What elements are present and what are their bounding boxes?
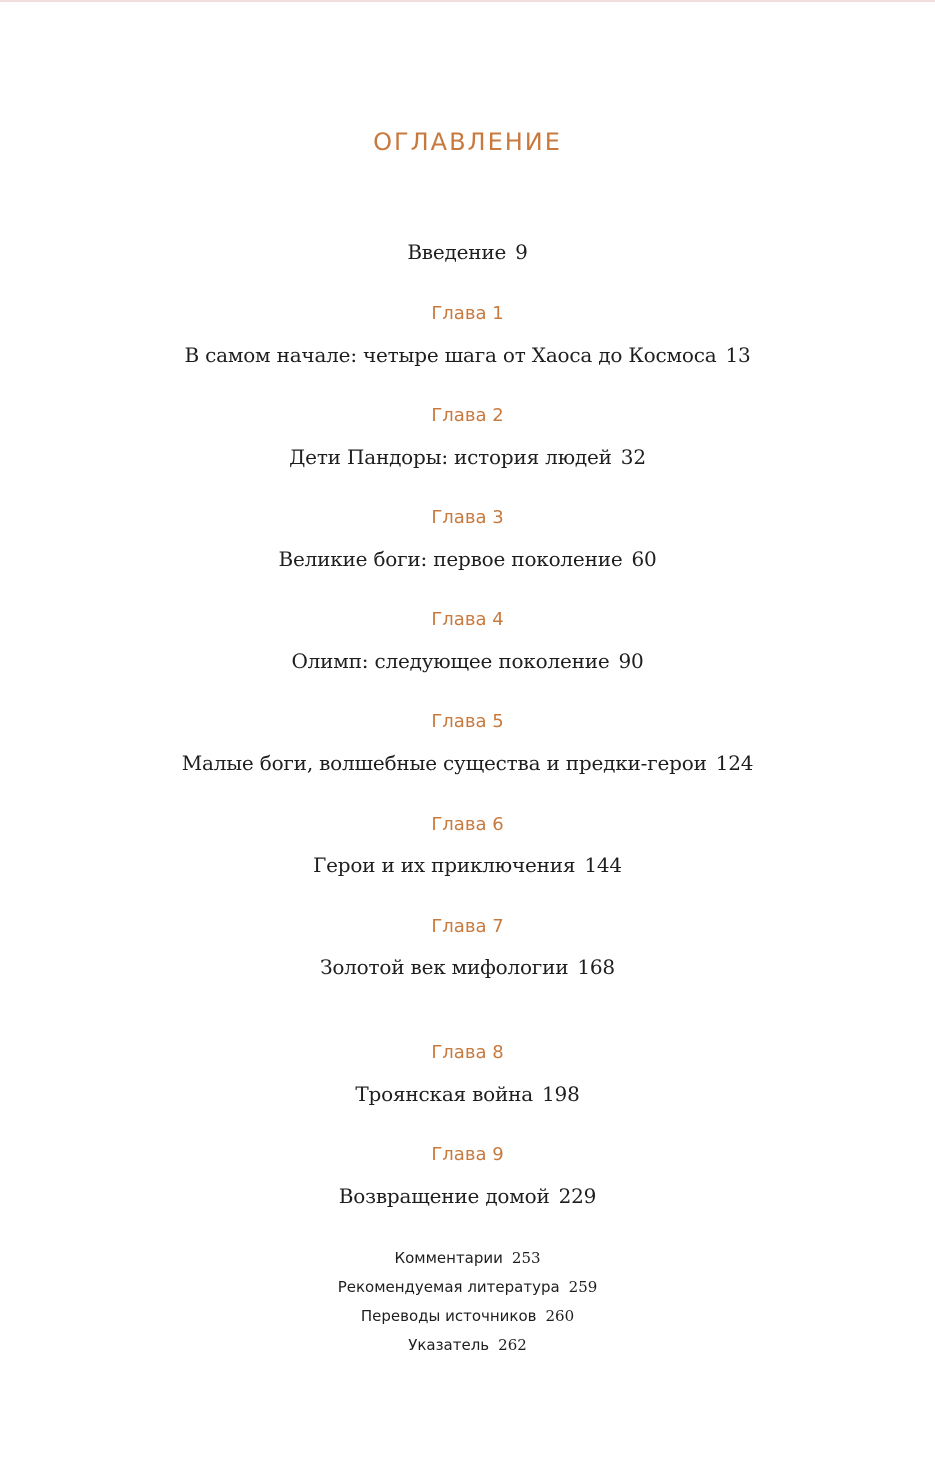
entry-title: Комментарии (394, 1249, 503, 1267)
toc-entry-chapter-2[interactable] (0, 443, 935, 471)
entry-page: 168 (577, 955, 615, 979)
toc-entry-chapter-9[interactable] (0, 1182, 935, 1210)
entry-title: Введение (407, 240, 507, 264)
entry-title: Указатель (408, 1336, 490, 1354)
entry-page: 229 (558, 1184, 597, 1208)
entry-page: 260 (545, 1307, 575, 1325)
entry-title: Рекомендуемая литература (337, 1278, 560, 1296)
entry-page: 124 (715, 751, 754, 775)
entry-page: 13 (725, 343, 751, 367)
entry-title: Дети Пандоры: история людей (289, 445, 612, 469)
entry-page: 32 (620, 445, 646, 469)
entry-page: 144 (584, 853, 622, 877)
entry-page: 253 (511, 1249, 541, 1267)
page-title: ОГЛАВЛЕНИЕ (373, 128, 562, 156)
entry-title: Олимп: следующее поколение (291, 649, 610, 673)
chapter-label-4: Глава 4 (431, 609, 504, 630)
entry-title: Переводы источников (360, 1307, 537, 1325)
toc-entry-commentary[interactable] (0, 1248, 935, 1268)
toc-entry-chapter-8[interactable] (0, 1080, 935, 1108)
toc-entry-recommended-reading[interactable] (0, 1277, 935, 1297)
toc-entry-chapter-1[interactable] (0, 341, 935, 369)
chapter-label-8: Глава 8 (431, 1042, 504, 1063)
entry-page: 259 (568, 1278, 598, 1296)
entry-page: 262 (498, 1336, 527, 1354)
entry-page: 9 (515, 240, 528, 264)
toc-entry-source-translations[interactable] (0, 1306, 935, 1326)
entry-title: В самом начале: четыре шага от Хаоса до Космоса (184, 343, 717, 367)
entry-title: Великие боги: первое поколение (278, 547, 623, 571)
entry-title: Малые боги, волшебные существа и предки-герои (181, 751, 707, 775)
chapter-label-3: Глава 3 (431, 507, 504, 528)
entry-page: 90 (618, 649, 644, 673)
entry-title: Герои и их приключения (313, 853, 576, 877)
toc-entry-chapter-3[interactable] (0, 545, 935, 573)
toc-entry-chapter-4[interactable] (0, 647, 935, 675)
chapter-label-1: Глава 1 (431, 303, 504, 324)
entry-title: Золотой век мифологии (320, 955, 569, 979)
toc-entry-chapter-6[interactable] (0, 851, 935, 879)
entry-page: 198 (542, 1082, 580, 1106)
entry-title: Возвращение домой (338, 1184, 550, 1208)
chapter-label-5: Глава 5 (431, 711, 504, 732)
entry-page: 60 (631, 547, 657, 571)
toc-entry-intro[interactable] (0, 238, 935, 266)
chapter-label-7: Глава 7 (431, 916, 504, 937)
toc-entry-chapter-5[interactable] (0, 749, 935, 777)
chapter-label-9: Глава 9 (431, 1144, 504, 1165)
chapter-label-2: Глава 2 (431, 405, 504, 426)
chapter-label-6: Глава 6 (431, 814, 504, 835)
entry-title: Троянская война (355, 1082, 534, 1106)
toc-entry-index[interactable] (0, 1335, 935, 1355)
toc-entry-chapter-7[interactable] (0, 953, 935, 981)
